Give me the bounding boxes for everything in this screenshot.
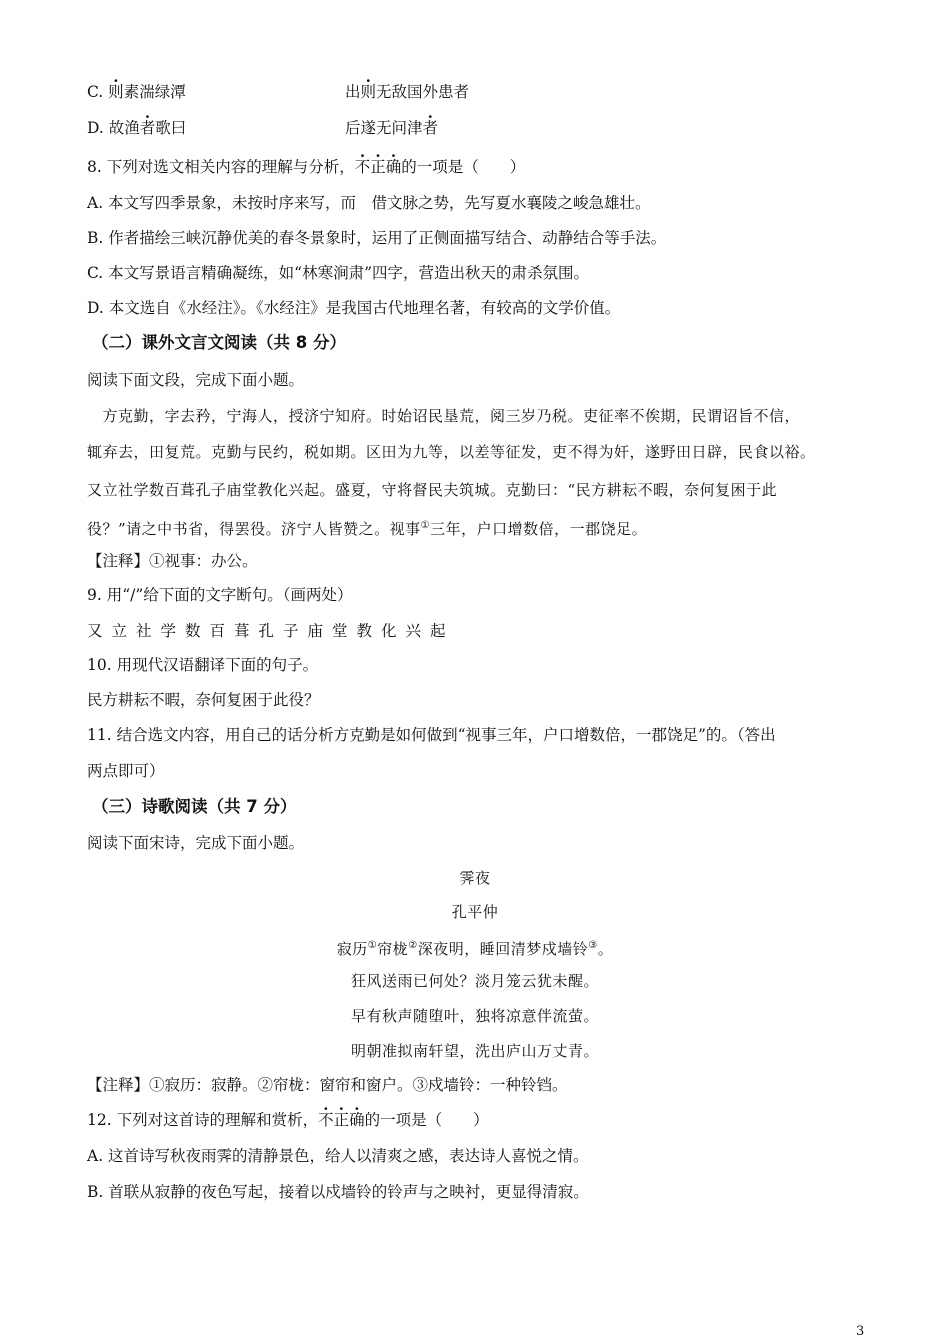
poem-author: 孔平仲 [451, 903, 499, 921]
section-2-title: （二）课外文言文阅读（共 8 分） [92, 333, 346, 352]
q11-stem: 11. 结合选文内容，用自己的话分析方克勤是如何做到“视事三年，户口增数倍，一郡饶足”的。（答出 [87, 726, 776, 744]
q10-stem: 10. 用现代汉语翻译下面的句子。 [87, 656, 319, 674]
q7-option-c-b: 出则无敌国外患者 [345, 83, 470, 101]
q7-option-c: C. 则素湍绿潭 出则无敌国外患者 [87, 83, 470, 101]
page-number: 3 [856, 1324, 865, 1339]
passage-line: 方克勤，字去矜，宁海人，授济宁知府。时始诏民垦荒，阅三岁乃税。吏征率不俟期，民谓诏旨不信， [87, 407, 801, 425]
q8-option-a: A. 本文写四季景象，未按时序来写，而 借文脉之势，先写夏水襄陵之峻急雄壮。 [87, 194, 651, 212]
emphasis-char: 者 [139, 119, 156, 137]
poem-line: 狂风送雨已何处？淡月笼云犹未醒。 [350, 972, 599, 990]
passage-line: 役？”请之中书省，得罢役。济宁人皆赞之。视事①三年，户口增数倍，一郡饶足。 [87, 520, 648, 538]
poem-line: 寂历①帘栊②深夜明，睡回清梦戍墙铃③。 [336, 940, 614, 958]
q8-option-c: C. 本文写景语言精确凝练，如“林寒涧肃”四字，营造出秋天的肃杀氛围。 [87, 264, 590, 282]
passage-note: 【注释】①视事：办公。 [87, 552, 258, 570]
section-2-intro: 阅读下面文段，完成下面小题。 [87, 371, 305, 389]
emphasis-char: 则 [360, 83, 377, 101]
poem-line: 明朝准拟南轩望，洗出庐山万丈青。 [350, 1042, 599, 1060]
section-3-intro: 阅读下面宋诗，完成下面小题。 [87, 834, 305, 852]
section-3-title: （三）诗歌阅读（共 7 分） [92, 797, 297, 816]
q7-option-d-b: 后遂无问津者 [345, 119, 439, 137]
q11-stem-cont: 两点即可） [87, 762, 165, 780]
q8-option-d: D. 本文选自《水经注》。《水经注》是我国古代地理名著，有较高的文学价值。 [87, 299, 621, 317]
q8-option-b: B. 作者描绘三峡沉静优美的春冬景象时，运用了正侧面描写结合、动静结合等手法。 [87, 229, 667, 247]
q9-stem: 9. 用“/”给下面的文字断句。（画两处） [87, 586, 353, 604]
emphasis-char: 则 [108, 83, 124, 101]
emphasis-char: 者 [422, 119, 439, 137]
poem-title: 霁夜 [459, 869, 491, 887]
emphasis-char: 正 [333, 1111, 350, 1129]
emphasis-char: 确 [349, 1111, 365, 1129]
q9-text: 又立社学数百葺孔子庙堂教化兴起 [87, 622, 455, 640]
passage-line: 又立社学数百葺孔子庙堂教化兴起。盛夏，守将督民夫筑城。克勤曰：“民方耕耘不暇，奈何复困于此 [87, 481, 778, 499]
q12-option-b: B. 首联从寂静的夜色写起，接着以戍墙铃的铃声与之映衬，更显得清寂。 [87, 1183, 589, 1201]
emphasis-char: 不 [354, 158, 371, 176]
q10-text: 民方耕耘不暇，奈何复困于此役？ [87, 691, 320, 709]
q12-stem: 12. 下列对这首诗的理解和赏析，不正确的一项是（ ） [87, 1111, 489, 1129]
q8-stem: 8. 下列对选文相关内容的理解与分析，不正确的一项是（ ） [87, 158, 526, 176]
emphasis-char: 不 [318, 1111, 334, 1129]
emphasis-char: 正 [370, 158, 386, 176]
poem-line: 早有秋声随堕叶，独将凉意伴流萤。 [350, 1007, 599, 1025]
q12-option-a: A. 这首诗写秋夜雨霁的清静景色，给人以清爽之感，表达诗人喜悦之情。 [87, 1147, 589, 1165]
emphasis-char: 确 [385, 158, 402, 176]
poem-note: 【注释】①寂历：寂静。②帘栊：窗帘和窗户。③戍墙铃：一种铃铛。 [87, 1076, 568, 1094]
q7-option-d: D. 故渔者歌曰 后遂无问津者 [87, 119, 439, 137]
passage-line: 辄弃去，田复荒。克勤与民约，税如期。区田为九等，以差等征发，吏不得为奸，遂野田日辟，民食以裕。 [87, 443, 816, 461]
